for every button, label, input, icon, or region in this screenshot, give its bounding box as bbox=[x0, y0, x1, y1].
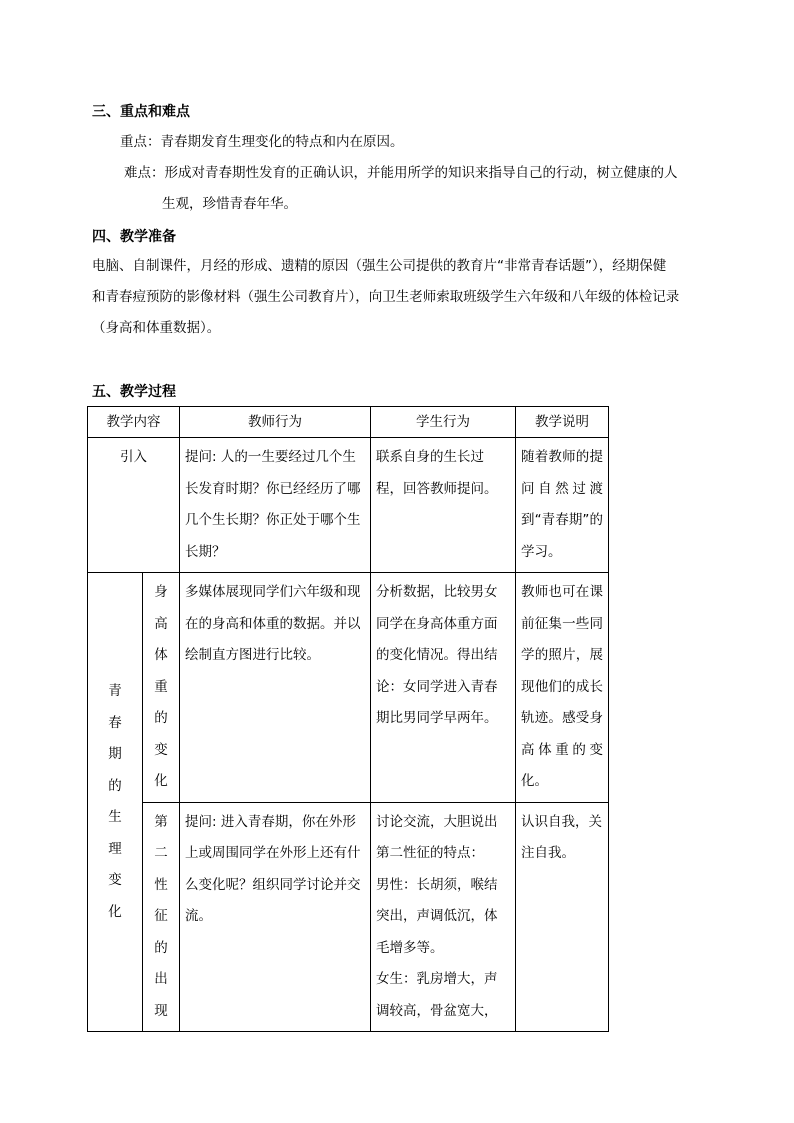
header-note: 教学说明 bbox=[516, 407, 609, 438]
table-row bbox=[88, 438, 609, 573]
row1-student: 联系自身的生长过程，回答教师提问。 bbox=[371, 438, 516, 573]
row3-student-line3: 女生：乳房增大，声调较高，骨盆宽大， bbox=[376, 971, 498, 1019]
prep-line-1: 电脑、自制课件，月经的形成、遗精的原因（强生公司提供的教育片“非常青春话题”），经期保健 bbox=[92, 258, 667, 274]
group-label: 青春期的生理变化 bbox=[88, 573, 143, 1032]
key-point-line bbox=[120, 132, 404, 152]
row3-student-line1: 讨论交流，大胆说出第二性征的特点： bbox=[376, 813, 498, 861]
section5-heading: 五、教学过程 bbox=[92, 384, 176, 400]
row2-teacher: 多媒体展现同学们六年级和现在的身高和体重的数据。并以绘制直方图进行比较。 bbox=[180, 573, 371, 803]
section3-heading: 三、重点和难点 bbox=[92, 104, 190, 120]
row3-student-line2: 男性：长胡须，喉结突出，声调低沉，体毛增多等。 bbox=[376, 876, 498, 956]
row3-teacher: 提问: 进入青春期，你在外形上或周围同学在外形上还有什么变化呢？组织同学讨论并交流。 bbox=[180, 802, 371, 1032]
row1-note: 随着教师的提问自然过渡到“青春期”的学习。 bbox=[516, 438, 609, 573]
difficulty-line bbox=[124, 163, 678, 183]
table-header-row bbox=[88, 407, 609, 438]
prep-line-2: 和青春痘预防的影像材料（强生公司教育片），向卫生老师索取班级学生六年级和八年级的体检记录 bbox=[92, 289, 680, 305]
header-content: 教学内容 bbox=[88, 407, 180, 438]
teaching-process-table bbox=[87, 406, 609, 1032]
row3-student bbox=[371, 802, 516, 1032]
prep-line-3: （身高和体重数据）。 bbox=[92, 320, 221, 336]
row1-content: 引入 bbox=[88, 438, 180, 573]
row3-sub: 第二性征的出现 bbox=[143, 802, 180, 1032]
row2-student: 分析数据，比较男女同学在身高体重方面的变化情况。得出结论：女同学进入青春期比男同学早两年。 bbox=[371, 573, 516, 803]
key-point-label: 重点： bbox=[120, 134, 161, 150]
row2-sub: 身高体重的变化 bbox=[143, 573, 180, 803]
header-student: 学生行为 bbox=[371, 407, 516, 438]
table-row bbox=[88, 802, 609, 1032]
section4-heading: 四、教学准备 bbox=[92, 229, 176, 245]
table-row bbox=[88, 573, 609, 803]
difficulty-text-1: 形成对青春期性发育的正确认识，并能用所学的知识来指导自己的行动，树立健康的人 bbox=[164, 165, 678, 181]
row1-teacher: 提问: 人的一生要经过几个生长发育时期？你已经经历了哪几个生长期？你正处于哪个生长期？ bbox=[180, 438, 371, 573]
row3-note: 认识自我，关注自我。 bbox=[516, 802, 609, 1032]
difficulty-text-2: 生观，珍惜青春年华。 bbox=[162, 196, 297, 212]
header-teacher: 教师行为 bbox=[180, 407, 371, 438]
row2-note: 教师也可在课前征集一些同学的照片，展现他们的成长轨迹。感受身高体重的变化。 bbox=[516, 573, 609, 803]
difficulty-label: 难点： bbox=[124, 165, 165, 181]
key-point-text: 青春期发育生理变化的特点和内在原因。 bbox=[160, 134, 404, 150]
